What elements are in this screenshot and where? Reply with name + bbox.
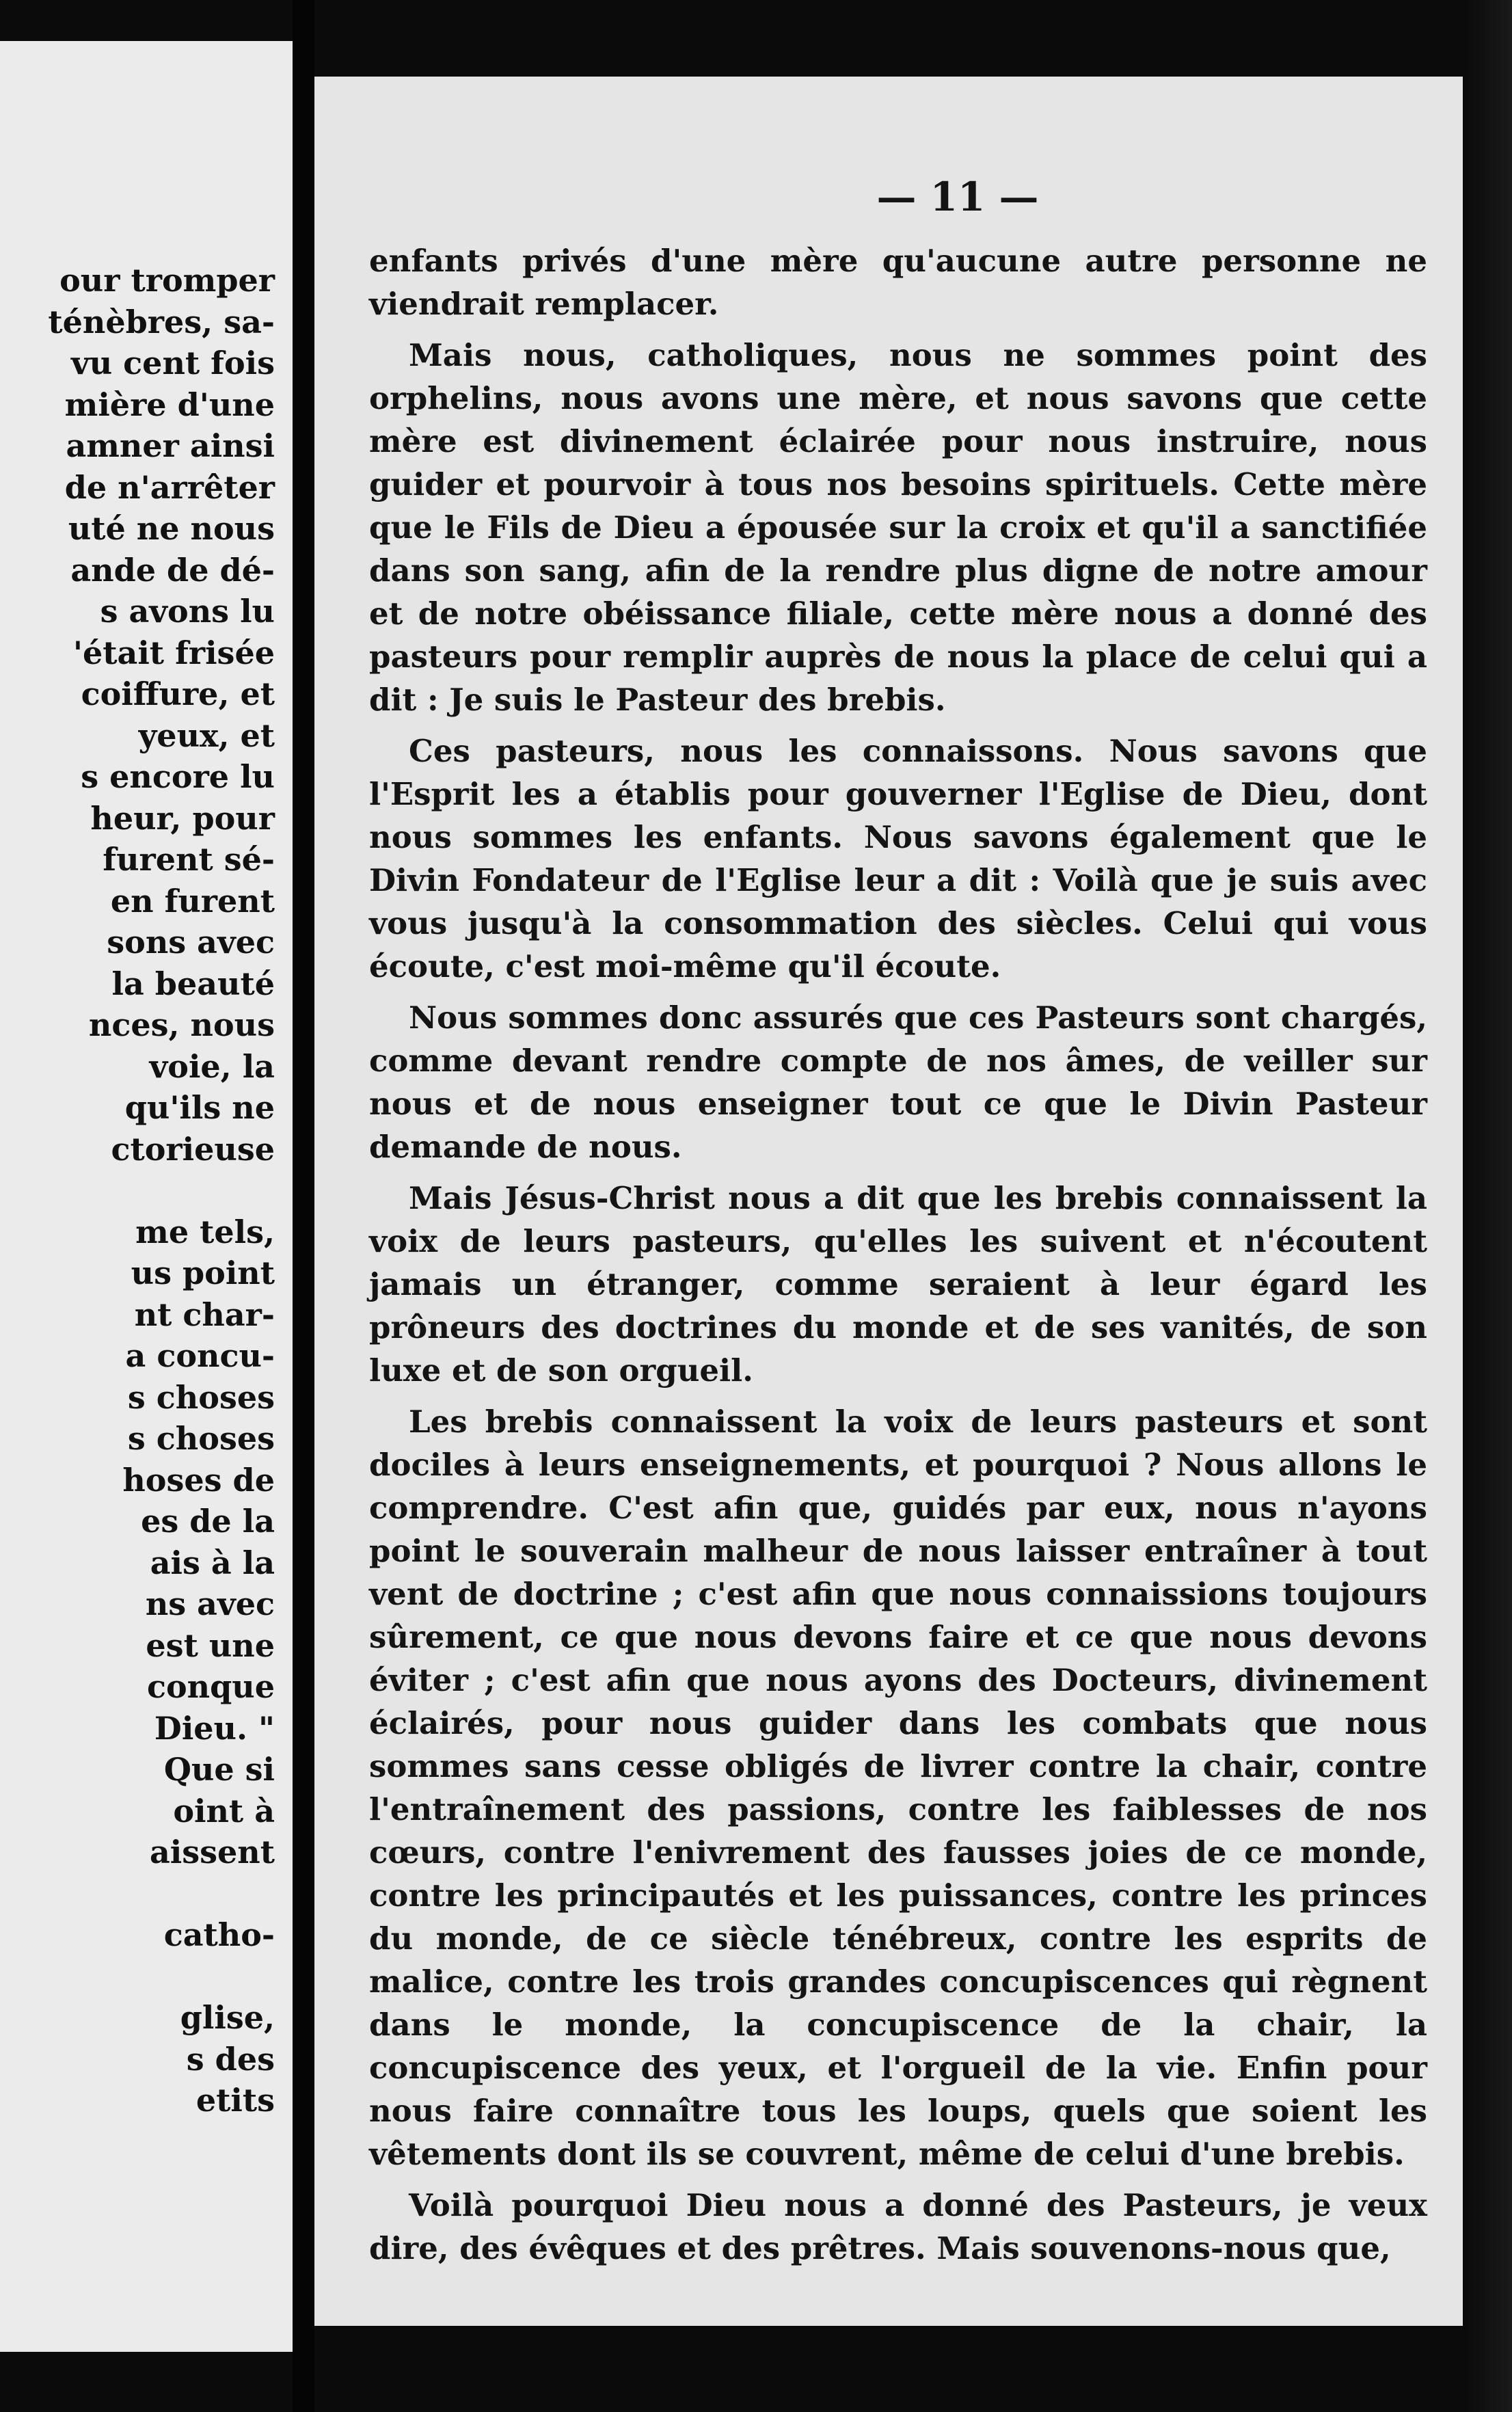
previous-page-line: s encore lu bbox=[81, 758, 275, 795]
current-page bbox=[314, 77, 1512, 2326]
previous-page-line: Que si bbox=[163, 1751, 275, 1788]
previous-page-line bbox=[0, 1170, 275, 1211]
previous-page-line: voie, la bbox=[149, 1047, 275, 1085]
previous-page bbox=[0, 41, 293, 2352]
page-number: — 11 — bbox=[876, 174, 1039, 220]
previous-page-line: aissent bbox=[149, 1834, 275, 1871]
previous-page-line: la beauté bbox=[111, 965, 275, 1002]
paragraph: Mais nous, catholiques, nous ne sommes point des orphelins, nous avons une mère, et nous savons que cette mère est divinement éclairée pour nous instruire, nous guider et pourvoir à tous nos besoins spirituels. Cette mère que le Fils de Dieu a épousée sur la croix et qu'il a sanctifiée dans son sang, afin de la rendre plus digne de notre amour et de notre obéissance filiale, cette mère nous a donné des pasteurs pour remplir auprès de nous la place de celui qui a dit : Je suis le Pasteur des brebis. bbox=[369, 337, 1427, 718]
previous-page-line: s avons lu bbox=[100, 593, 275, 630]
previous-page-line: etits bbox=[195, 2082, 275, 2119]
previous-page-line: oint à bbox=[173, 1792, 275, 1830]
previous-page-line: catho- bbox=[163, 1916, 275, 1953]
previous-page-line: de n'arrêter bbox=[64, 468, 275, 506]
paragraph: enfants privés d'une mère qu'aucune autre personne ne viendrait remplacer. bbox=[369, 243, 1427, 322]
previous-page-line: vu cent fois bbox=[70, 345, 275, 381]
page-edge-shadow bbox=[1463, 0, 1512, 2412]
previous-page-line: s choses bbox=[127, 1378, 275, 1416]
paragraph: Voilà pourquoi Dieu nous a donné des Pasteurs, je veux dire, des évêques et des prêtres. Mais souvenons-nous que, bbox=[369, 2187, 1427, 2266]
previous-page-line: conque bbox=[146, 1668, 275, 1705]
previous-page-line: ais à la bbox=[150, 1544, 275, 1581]
paragraph: Ces pasteurs, nous les connaissons. Nous savons que l'Esprit les a établis pour gouverner l'Eglise de Dieu, dont nous sommes les enfants. Nous savons également que le Divin Fondateur de l'Eglise leur a dit : Voilà que je suis avec vous jusqu'à la consommation des siècles. Celui qui vous écoute, c'est moi-même qu'il écoute. bbox=[369, 733, 1427, 984]
previous-page-line: ande de dé- bbox=[70, 551, 275, 589]
paragraph: Les brebis connaissent la voix de leurs pasteurs et sont dociles à leurs enseignements, et pourquoi ? Nous allons le comprendre. C'est afin que, guidés par eux, nous n'ayons point le souverain malheur de nous laisser entraîner à tout vent de doctrine ; c'est afin que nous connaissions toujours sûrement, ce que nous devons faire et ce que nous devons éviter ; c'est afin que nous ayons des Docteurs, divinement éclairés, pour nous guider dans les combats que nous sommes sans cesse obligés de livrer contre la chair, contre l'entraînement des passions, contre les faiblesses de nos cœurs, contre l'enivrement des fausses joies de ce monde, contre les principautés et les puissances, contre les princes du monde, de ce siècle ténébreux, contre les esprits de malice, contre les trois grandes concupiscences qui règnent dans le monde, la concupiscence de la chair, la concupiscence des yeux, et l'orgueil de la vie. Enfin pour nous faire connaître tous les loups, quels que soient les vêtements dont ils se couvrent, même de celui d'une brebis. bbox=[369, 1404, 1427, 2172]
previous-page-line: heur, pour bbox=[90, 799, 275, 837]
previous-page-line: ténèbres, sa- bbox=[48, 303, 275, 340]
previous-page-line: s des bbox=[186, 2040, 275, 2078]
previous-page-line bbox=[0, 1956, 275, 1998]
previous-page-line: yeux, et bbox=[138, 716, 275, 754]
previous-page-line: uté ne nous bbox=[68, 510, 275, 547]
previous-page-line: nt char- bbox=[134, 1296, 275, 1333]
previous-page-line: sons avec bbox=[107, 924, 275, 961]
previous-page-line: 'était frisée bbox=[72, 634, 275, 671]
previous-page-line: s choses bbox=[127, 1420, 275, 1457]
previous-page-line: us point bbox=[131, 1255, 275, 1291]
page-body bbox=[369, 239, 1427, 2278]
paragraph: Mais Jésus-Christ nous a dit que les brebis connaissent la voix de leurs pasteurs, qu'elles les suivent et n'écoutent jamais un étranger, comme seraient à leur égard les prôneurs des doctrines du monde et de ses vanités, de son luxe et de son orgueil. bbox=[369, 1180, 1427, 1389]
previous-page-line: est une bbox=[146, 1626, 275, 1664]
previous-page-line: furent sé- bbox=[103, 841, 275, 878]
previous-page-text bbox=[0, 260, 275, 2121]
previous-page-line: amner ainsi bbox=[66, 427, 275, 464]
previous-page-line bbox=[0, 1873, 275, 1915]
previous-page-line: glise, bbox=[180, 1999, 275, 2036]
previous-page-line: ns avec bbox=[145, 1585, 275, 1622]
previous-page-line: coiffure, et bbox=[81, 675, 275, 712]
previous-page-line: en furent bbox=[110, 882, 275, 920]
previous-page-line: our tromper bbox=[59, 262, 275, 299]
previous-page-line: qu'ils ne bbox=[124, 1089, 275, 1126]
paragraph: Nous sommes donc assurés que ces Pasteurs sont chargés, comme devant rendre compte de nos âmes, de veiller sur nous et de nous enseigner tout ce que le Divin Pasteur demande de nous. bbox=[369, 1000, 1427, 1165]
previous-page-line: Dieu. " bbox=[154, 1709, 275, 1747]
previous-page-line: a concu- bbox=[125, 1337, 275, 1374]
book-gutter bbox=[293, 0, 314, 2412]
previous-page-line: ctorieuse bbox=[111, 1130, 275, 1168]
previous-page-line: me tels, bbox=[135, 1213, 275, 1250]
previous-page-line: mière d'une bbox=[64, 386, 275, 423]
previous-page-line: nces, nous bbox=[88, 1006, 275, 1043]
previous-page-line: hoses de bbox=[122, 1461, 275, 1499]
previous-page-line: es de la bbox=[141, 1503, 275, 1540]
